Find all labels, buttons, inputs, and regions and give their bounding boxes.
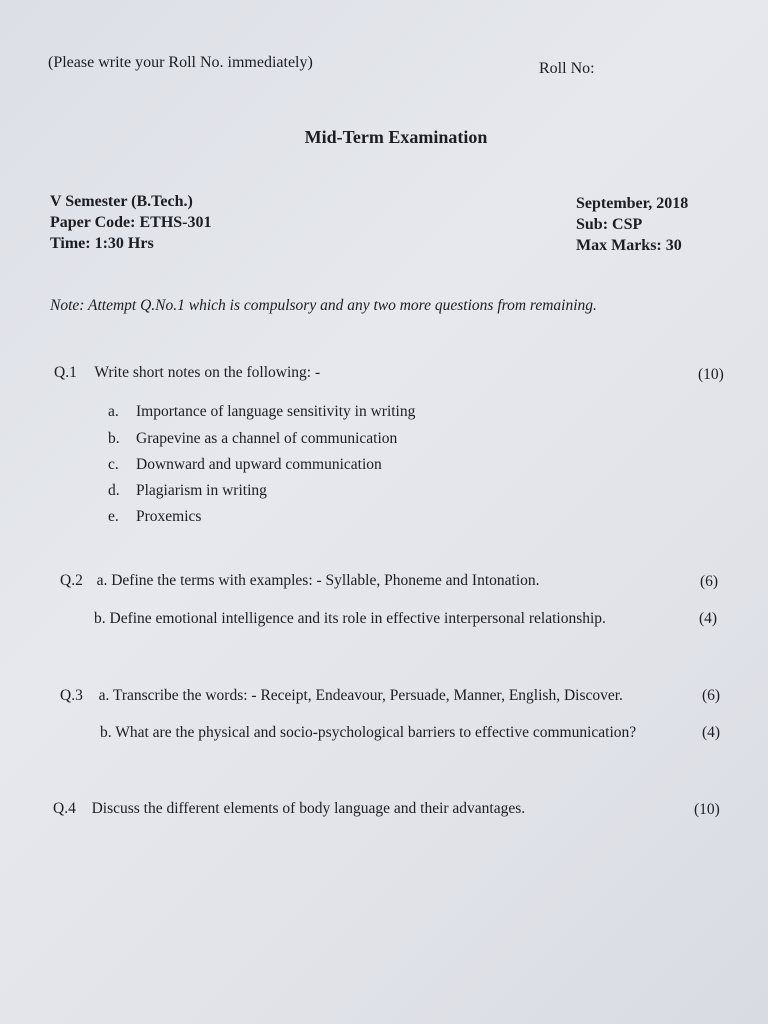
item-letter: d. (108, 482, 120, 499)
time: Time: 1:30 Hrs (50, 235, 154, 252)
roll-instruction: (Please write your Roll No. immediately) (48, 54, 313, 71)
question-3-part-b: b. What are the physical and socio-psychological barriers to effective communication? (100, 724, 637, 741)
question-3a-marks: (6) (702, 687, 721, 704)
list-item (108, 482, 267, 500)
question-part-a: a. Transcribe the words: - Receipt, Endeavour, Persuade, Manner, English, Discover. (98, 687, 623, 704)
list-item (108, 430, 397, 448)
semester: V Semester (B.Tech.) (50, 193, 193, 210)
subject: Sub: CSP (576, 216, 643, 233)
item-text: Plagiarism in writing (136, 482, 267, 499)
question-2a-marks: (6) (700, 573, 719, 590)
question-number: Q.3 (60, 687, 83, 704)
question-2b-marks: (4) (699, 610, 718, 627)
item-text: Importance of language sensitivity in writing (136, 403, 416, 420)
exam-date: September, 2018 (576, 195, 689, 212)
question-4-marks: (10) (694, 801, 720, 818)
list-item (108, 403, 415, 421)
question-2 (60, 572, 540, 590)
exam-info-right (576, 193, 688, 256)
question-1 (54, 364, 320, 382)
exam-note: Note: Attempt Q.No.1 which is compulsory and any two more questions from remaining. (50, 297, 597, 314)
item-letter: c. (108, 456, 119, 473)
question-3 (60, 687, 623, 705)
list-item (108, 508, 201, 526)
question-4 (53, 800, 525, 818)
question-text: Write short notes on the following: - (94, 364, 321, 381)
item-text: Proxemics (136, 508, 202, 525)
list-item (108, 456, 382, 474)
item-text: Downward and upward communication (136, 456, 382, 473)
roll-number-label: Roll No: (539, 60, 595, 77)
question-text: Discuss the different elements of body language and their advantages. (91, 800, 526, 817)
item-letter: a. (108, 403, 119, 420)
item-letter: e. (108, 508, 119, 525)
question-number: Q.4 (53, 800, 76, 817)
question-number: Q.1 (54, 364, 77, 381)
exam-info-left (50, 191, 211, 254)
question-number: Q.2 (60, 572, 83, 589)
question-part-a: a. Define the terms with examples: - Syllable, Phoneme and Intonation. (96, 572, 540, 589)
question-2-part-b: b. Define emotional intelligence and its role in effective interpersonal relationship. (94, 610, 606, 627)
max-marks: Max Marks: 30 (576, 237, 682, 254)
question-1-marks: (10) (698, 366, 724, 383)
item-letter: b. (108, 430, 120, 447)
exam-title: Mid-Term Examination (304, 127, 488, 147)
paper-code: Paper Code: ETHS-301 (50, 214, 212, 231)
question-3b-marks: (4) (702, 724, 721, 741)
item-text: Grapevine as a channel of communication (136, 430, 398, 447)
